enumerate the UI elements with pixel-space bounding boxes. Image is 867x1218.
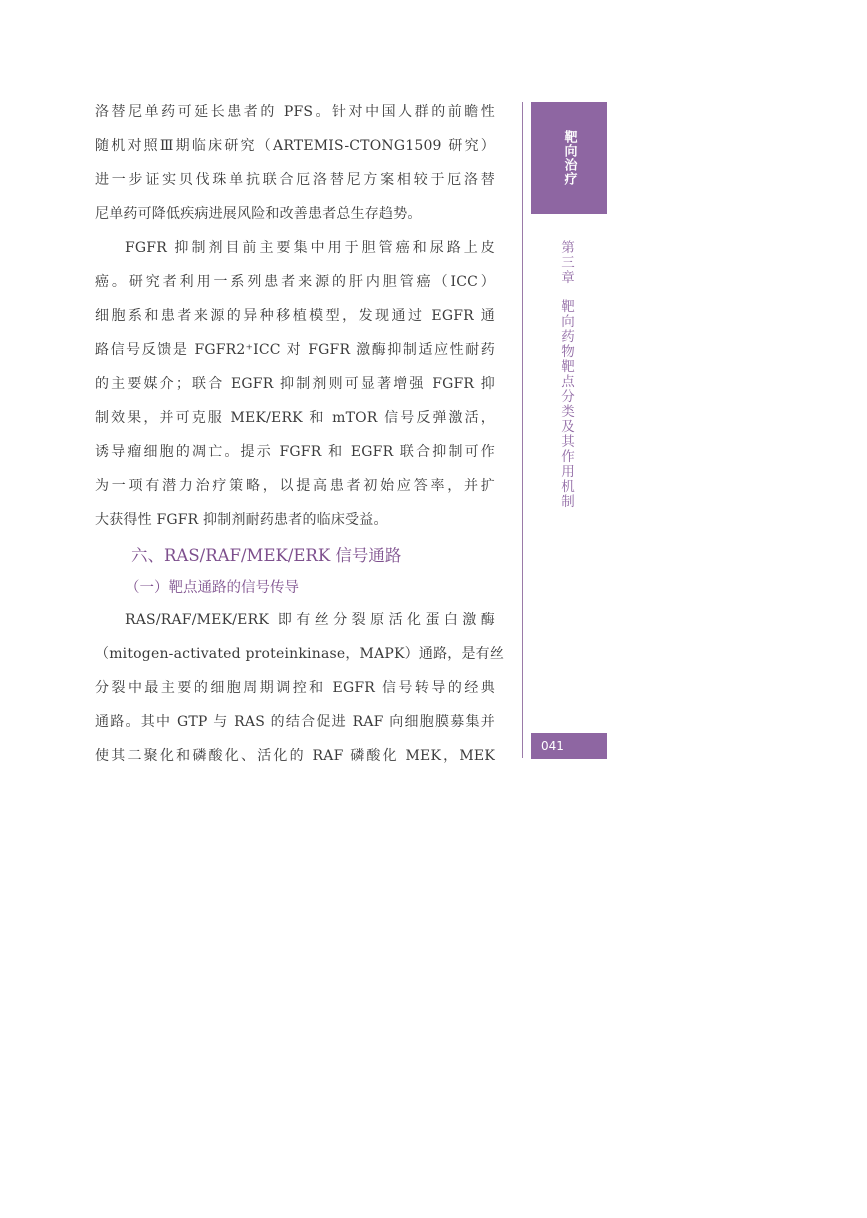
chapter-label: 第三章 (558, 240, 574, 285)
body-line: 细胞系和患者来源的异种移植模型，发现通过 EGFR 通 (95, 308, 495, 324)
chapter-title: 靶向药物靶点分类及其作用机制 (558, 299, 574, 509)
body-line: 进一步证实贝伐珠单抗联合厄洛替尼方案相较于厄洛替 (95, 172, 495, 188)
subsection-heading: （一）靶点通路的信号传导 (125, 580, 299, 596)
body-line: 路信号反馈是 FGFR2⁺ICC 对 FGFR 激酶抑制适应性耐药 (95, 342, 495, 358)
body-line: 癌。研究者利用一系列患者来源的肝内胆管癌（ICC） (95, 274, 495, 290)
margin-divider (522, 102, 523, 758)
section-line: 分裂中最主要的细胞周期调控和 EGFR 信号转导的经典 (95, 680, 495, 696)
section-line: RAS/RAF/MEK/ERK 即有丝分裂原活化蛋白激酶 (125, 612, 495, 628)
body-line: 尼单药可降低疾病进展风险和改善患者总生存趋势。 (95, 206, 422, 222)
body-line: 随机对照Ⅲ期临床研究（ARTEMIS-CTONG1509 研究） (95, 138, 495, 154)
main-text-column (95, 95, 505, 773)
body-line: 的主要媒介；联合 EGFR 抑制剂则可显著增强 FGFR 抑 (95, 376, 495, 392)
body-line: 大获得性 FGFR 抑制剂耐药患者的临床受益。 (95, 512, 388, 528)
chapter-running-head (556, 240, 576, 509)
side-tab (531, 102, 607, 214)
section-heading: 六、RAS/RAF/MEK/ERK 信号通路 (131, 546, 402, 565)
section-line: 通路。其中 GTP 与 RAS 的结合促进 RAF 向细胞膜募集并 (95, 714, 495, 730)
page-number: 041 (531, 733, 607, 759)
body-line: 洛替尼单药可延长患者的 PFS。针对中国人群的前瞻性 (95, 104, 495, 120)
body-line: 为一项有潜力治疗策略，以提高患者初始应答率，并扩 (95, 478, 495, 494)
body-line: 制效果，并可克服 MEK/ERK 和 mTOR 信号反弹激活， (95, 410, 495, 426)
section-line: （mitogen-activated proteinkinase，MAPK）通路，是有丝 (95, 646, 505, 662)
body-line: 诱导瘤细胞的凋亡。提示 FGFR 和 EGFR 联合抑制可作 (95, 444, 495, 460)
side-tab-label: 靶向治疗 (561, 130, 577, 186)
body-line: FGFR 抑制剂目前主要集中用于胆管癌和尿路上皮 (125, 240, 495, 256)
section-line: 使其二聚化和磷酸化、活化的 RAF 磷酸化 MEK，MEK (95, 748, 495, 764)
